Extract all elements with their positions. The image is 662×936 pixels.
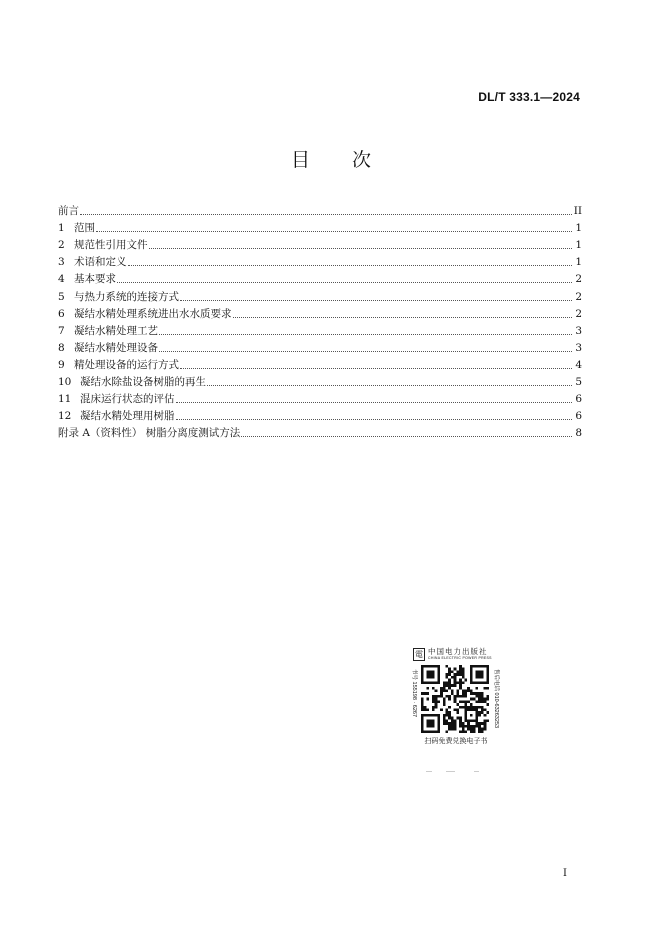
toc-entry-title: 范围 bbox=[74, 222, 95, 235]
toc-entry-page: 8 bbox=[575, 427, 582, 440]
publisher-name-cn: 中国电力出版社 bbox=[428, 646, 488, 656]
toc-entry-title: 规范性引用文件 bbox=[74, 239, 148, 252]
toc-entry[interactable] bbox=[58, 372, 582, 389]
toc-entry-number: 7 bbox=[58, 324, 65, 337]
toc-entry-number: 8 bbox=[58, 341, 65, 354]
phone-side-text: 售后电话 010-63263253 bbox=[493, 669, 499, 729]
toc-entry-number: 12 bbox=[58, 410, 72, 423]
toc-entry-number: 9 bbox=[58, 358, 65, 371]
standard-code: DL/T 333.1—2024 bbox=[478, 90, 580, 104]
toc-entry-page: 3 bbox=[575, 324, 582, 337]
toc-entry-page: 2 bbox=[575, 273, 582, 286]
toc-entry-number: 11 bbox=[58, 393, 72, 406]
toc-entry-page: 6 bbox=[575, 410, 582, 423]
toc-entry-title: 基本要求 bbox=[74, 273, 116, 286]
toc-entry[interactable] bbox=[58, 389, 582, 406]
toc-entry-number: 6 bbox=[58, 307, 65, 320]
toc-entry-number: 4 bbox=[58, 273, 65, 286]
faint-scan-marks bbox=[424, 770, 488, 773]
toc-entry[interactable] bbox=[58, 201, 582, 218]
toc-list bbox=[58, 201, 582, 440]
publisher-name-en: CHINA ELECTRIC POWER PRESS bbox=[428, 655, 492, 660]
toc-entry-page: II bbox=[573, 205, 582, 218]
toc-entry-title: 精处理设备的运行方式 bbox=[74, 358, 179, 371]
toc-dot-leader bbox=[149, 248, 573, 249]
toc-entry-page: 3 bbox=[575, 341, 582, 354]
toc-title: 目次 bbox=[290, 149, 413, 171]
toc-entry-title: 凝结水精处理工艺 bbox=[74, 324, 158, 337]
toc-entry[interactable] bbox=[58, 235, 582, 252]
toc-entry[interactable] bbox=[58, 286, 582, 303]
toc-dot-leader bbox=[176, 402, 573, 403]
toc-dot-leader bbox=[180, 368, 572, 369]
toc-entry-title: 凝结水精处理设备 bbox=[74, 341, 158, 354]
toc-entry-page: 2 bbox=[575, 290, 582, 303]
toc-dot-leader bbox=[241, 436, 572, 437]
toc-dot-leader bbox=[207, 385, 572, 386]
toc-entry-page: 1 bbox=[575, 222, 582, 235]
toc-entry-page: 6 bbox=[575, 393, 582, 406]
publisher-logo-icon: 電 bbox=[415, 649, 423, 659]
toc-entry-number: 10 bbox=[58, 376, 72, 389]
toc-entry-title: 混床运行状态的评估 bbox=[80, 393, 175, 406]
toc-dot-leader bbox=[128, 265, 573, 266]
toc-entry-page: 1 bbox=[575, 239, 582, 252]
toc-entry-title: 凝结水精处理系统进出水水质要求 bbox=[74, 307, 232, 320]
qr-code-icon[interactable] bbox=[421, 665, 489, 733]
toc-entry-number: 3 bbox=[58, 256, 65, 269]
toc-entry[interactable] bbox=[58, 269, 582, 286]
isbn-side-text: 书号 155198 · 6267 bbox=[411, 669, 417, 718]
toc-dot-leader bbox=[96, 231, 572, 232]
publisher-qr-block bbox=[409, 646, 503, 746]
toc-entry[interactable] bbox=[58, 218, 582, 235]
toc-entry[interactable] bbox=[58, 338, 582, 355]
toc-entry-page: 1 bbox=[575, 256, 582, 269]
qr-caption: 扫码免费兑换电子书 bbox=[424, 737, 488, 745]
publisher-header bbox=[413, 646, 503, 662]
toc-entry-title: 凝结水精处理用树脂 bbox=[80, 410, 175, 423]
toc-entry-number: 2 bbox=[58, 239, 65, 252]
toc-entry-page: 4 bbox=[575, 358, 582, 371]
toc-entry-title: 前言 bbox=[58, 205, 79, 218]
toc-dot-leader bbox=[159, 351, 572, 352]
toc-dot-leader bbox=[180, 300, 572, 301]
toc-entry-number: 1 bbox=[58, 222, 65, 235]
toc-entry[interactable] bbox=[58, 423, 582, 440]
toc-entry-title: 术语和定义 bbox=[74, 256, 127, 269]
toc-entry[interactable] bbox=[58, 252, 582, 269]
toc-dot-leader bbox=[159, 334, 572, 335]
page-number: I bbox=[563, 868, 567, 879]
toc-dot-leader bbox=[176, 419, 573, 420]
toc-dot-leader bbox=[233, 317, 573, 318]
toc-dot-leader bbox=[117, 282, 572, 283]
toc-dot-leader bbox=[80, 214, 572, 215]
toc-entry-page: 5 bbox=[575, 376, 582, 389]
toc-entry[interactable] bbox=[58, 355, 582, 372]
toc-entry-number: 5 bbox=[58, 290, 65, 303]
toc-entry[interactable] bbox=[58, 321, 582, 338]
toc-entry-title: 附录 A（资料性） 树脂分离度测试方法 bbox=[58, 427, 241, 440]
toc-entry-page: 2 bbox=[575, 307, 582, 320]
toc-entry[interactable] bbox=[58, 304, 582, 321]
toc-entry-title: 凝结水除盐设备树脂的再生 bbox=[80, 376, 206, 389]
toc-entry[interactable] bbox=[58, 406, 582, 423]
toc-entry-title: 与热力系统的连接方式 bbox=[74, 290, 179, 303]
